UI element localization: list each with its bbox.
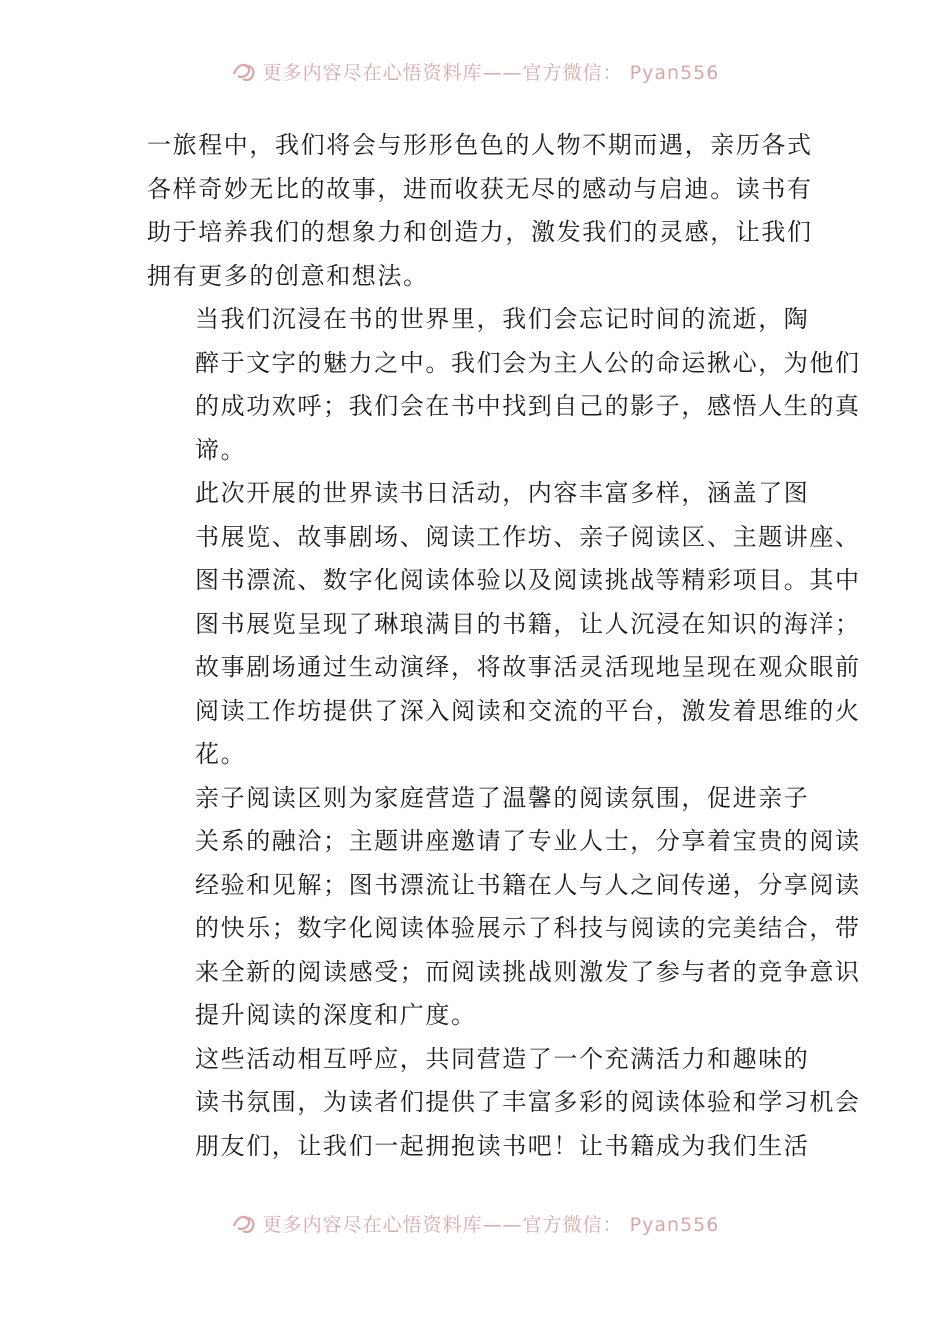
- text-line: 书展览、故事剧场、阅读工作坊、亲子阅读区、主题讲座、: [195, 522, 861, 551]
- text-line: 图书展览呈现了琳琅满目的书籍，让人沉浸在知识的海洋；: [195, 609, 861, 638]
- footer-watermark: [0, 1208, 950, 1238]
- text-line: 醉于文字的魅力之中。我们会为主人公的命运揪心，为他们: [195, 348, 861, 377]
- text-line: 拥有更多的创意和想法。: [147, 261, 429, 290]
- paragraph: [147, 298, 861, 472]
- text-line: 朋友们，让我们一起拥抱读书吧！让书籍成为我们生活: [195, 1131, 810, 1160]
- paragraph: [147, 472, 861, 777]
- text-line: 经验和见解；图书漂流让书籍在人与人之间传递，分享阅读: [195, 870, 861, 899]
- text-line: 一旅程中，我们将会与形形色色的人物不期而遇，亲历各式: [147, 131, 813, 159]
- text-line: 的成功欢呼；我们会在书中找到自己的影子，感悟人生的真: [195, 392, 861, 420]
- text-line: 来全新的阅读感受；而阅读挑战则激发了参与者的竞争意识: [195, 957, 861, 986]
- logo-icon: [231, 60, 257, 82]
- text-line: 读书氛围，为读者们提供了丰富多彩的阅读体验和学习机会: [195, 1088, 861, 1116]
- text-line: 谛。: [195, 435, 247, 464]
- text-line: 亲子阅读区则为家庭营造了温馨的阅读氛围，促进亲子: [195, 783, 810, 812]
- logo-icon: [231, 1212, 257, 1234]
- paragraph: [147, 1038, 861, 1125]
- paragraph: [147, 1125, 817, 1169]
- text-line: 各样奇妙无比的故事，进而收获无尽的感动与启迪。读书有: [147, 174, 813, 203]
- text-line: 这些活动相互呼应，共同营造了一个充满活力和趣味的: [195, 1044, 810, 1073]
- text-line: 助于培养我们的想象力和创造力，激发我们的灵感，让我们: [147, 218, 813, 246]
- text-line: 故事剧场通过生动演绎，将故事活灵活现地呈现在观众眼前: [195, 653, 861, 681]
- text-line: 阅读工作坊提供了深入阅读和交流的平台，激发着思维的火: [195, 696, 861, 725]
- text-line: 当我们沉浸在书的世界里，我们会忘记时间的流逝，陶: [195, 305, 810, 333]
- watermark-text: 更多内容尽在心悟资料库——官方微信： Pyan556: [262, 61, 720, 84]
- text-line: 提升阅读的深度和广度。: [195, 1001, 477, 1029]
- text-line: 此次开展的世界读书日活动，内容丰富多样，涵盖了图: [195, 479, 810, 507]
- header-watermark: [0, 56, 950, 86]
- text-line: 关系的融洽；主题讲座邀请了专业人士，分享着宝贵的阅读: [195, 827, 861, 855]
- paragraph: [147, 124, 817, 298]
- paragraph: [147, 777, 861, 1038]
- text-line: 图书漂流、数字化阅读体验以及阅读挑战等精彩项目。其中: [195, 566, 861, 594]
- watermark-text: 更多内容尽在心悟资料库——官方微信： Pyan556: [262, 1213, 720, 1236]
- text-line: 的快乐；数字化阅读体验展示了科技与阅读的完美结合，带: [195, 914, 861, 942]
- text-line: 花。: [195, 740, 247, 768]
- document-body: [147, 124, 861, 1168]
